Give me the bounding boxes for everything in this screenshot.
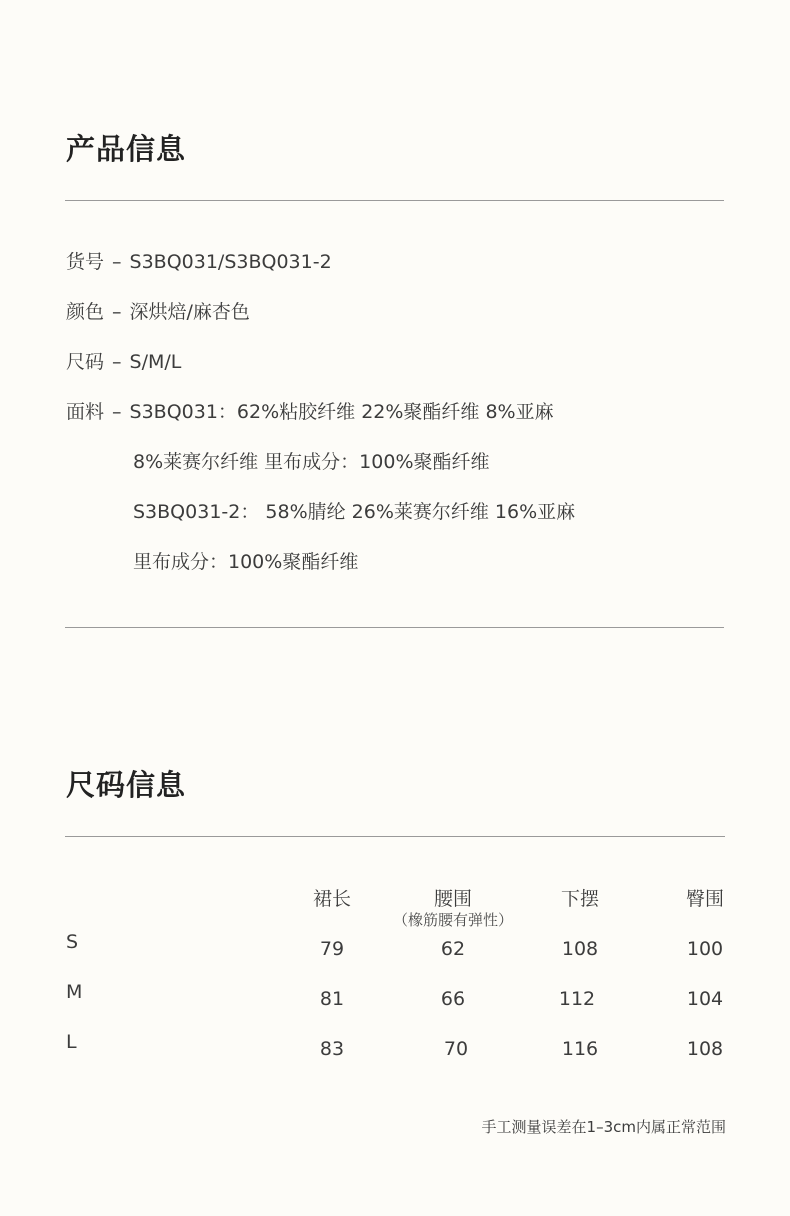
cell-s-hem: 108: [561, 938, 599, 960]
row-label-s: S: [66, 931, 79, 953]
cell-s-waist: 62: [440, 938, 466, 960]
row-label-l: L: [66, 1031, 77, 1053]
column-header-length: 裙长: [312, 888, 351, 910]
field-size: [66, 349, 181, 375]
cell-l-waist: 70: [443, 1038, 469, 1060]
cell-m-length: 81: [319, 988, 345, 1010]
product-info-bottom-divider: [65, 627, 724, 628]
field-label: 颜色: [66, 301, 105, 323]
field-label: 尺码: [66, 351, 105, 373]
column-header-waist-note: （橡筋腰有弹性）: [392, 911, 513, 929]
column-header-hem: 下摆: [560, 888, 599, 910]
size-info-title: 尺码信息: [66, 768, 187, 802]
field-value: S3BQ031：62%粘胶纤维 22%聚酯纤维 8%亚麻: [129, 401, 554, 423]
fabric-line-2: 8%莱赛尔纤维 里布成分：100%聚酯纤维: [133, 451, 490, 473]
size-info-divider: [65, 836, 725, 837]
row-label-m: M: [66, 981, 83, 1003]
cell-l-length: 83: [319, 1038, 345, 1060]
cell-l-hem: 116: [561, 1038, 599, 1060]
fabric-line-4: 里布成分：100%聚酯纤维: [133, 551, 359, 573]
product-info-title: 产品信息: [66, 132, 187, 166]
field-color: [66, 299, 250, 325]
product-info-top-divider: [65, 200, 724, 201]
cell-s-length: 79: [319, 938, 345, 960]
field-separator: –: [112, 251, 122, 273]
cell-m-hip: 104: [686, 988, 724, 1010]
field-value: S/M/L: [129, 351, 182, 373]
field-separator: –: [112, 351, 122, 373]
field-separator: –: [112, 401, 122, 423]
cell-l-hip: 108: [686, 1038, 724, 1060]
field-item-number: [66, 249, 332, 275]
column-header-waist: 腰围: [433, 888, 472, 910]
field-value: S3BQ031/S3BQ031-2: [129, 251, 332, 273]
field-label: 货号: [66, 251, 105, 273]
cell-s-hip: 100: [686, 938, 724, 960]
cell-m-hem: 112: [558, 988, 596, 1010]
field-fabric: [66, 399, 554, 425]
field-value: 深烘焙/麻杏色: [129, 301, 250, 323]
cell-m-waist: 66: [440, 988, 466, 1010]
fabric-line-3: S3BQ031-2： 58%腈纶 26%莱赛尔纤维 16%亚麻: [133, 501, 576, 523]
field-separator: –: [112, 301, 122, 323]
field-label: 面料: [66, 401, 105, 423]
measurement-note: 手工测量误差在1–3cm内属正常范围: [481, 1118, 726, 1136]
column-header-hip: 臀围: [685, 888, 724, 910]
